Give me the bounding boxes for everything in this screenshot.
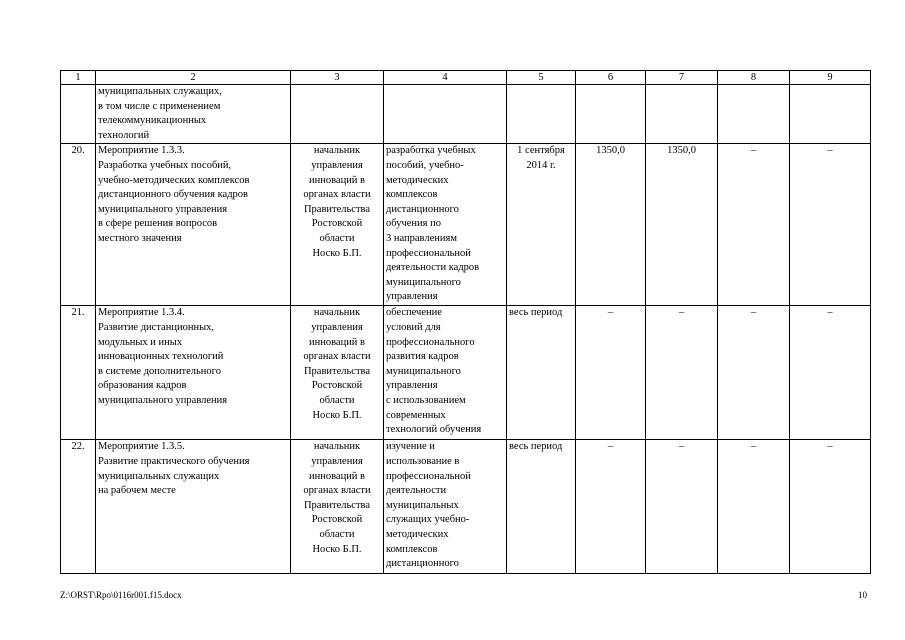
event-cell: Мероприятие 1.3.4. Развитие дистанционных, модульных и иных инновационных технологий в системе дополнительного образования кадров муниципального управления [96,306,291,440]
header-cell: 2 [96,71,291,85]
result-cell: изучение и использование в профессиональной деятельности муниципальных служащих учебно- методических комплексов дистанционного [384,440,507,574]
header-cell: 9 [790,71,871,85]
header-cell: 4 [384,71,507,85]
responsible-cell [291,85,384,144]
responsible-cell: начальник управления инноваций в органах власти Правительства Ростовской области Носко Б.П. [291,440,384,574]
header-cell: 3 [291,71,384,85]
header-cell: 7 [646,71,718,85]
value-cell: 1350,0 [576,144,646,306]
header-cell: 1 [61,71,96,85]
term-cell: весь период [507,306,576,440]
responsible-cell: начальник управления инноваций в органах власти Правительства Ростовской области Носко Б.П. [291,144,384,306]
value-cell: – [790,306,871,440]
continuation-row [61,85,871,144]
table-row [61,440,871,574]
row-number-cell: 20. [61,144,96,306]
term-cell: весь период [507,440,576,574]
term-cell: 1 сентября 2014 г. [507,144,576,306]
value-cell [646,85,718,144]
value-cell: – [790,440,871,574]
page-number: 10 [858,590,867,600]
result-cell: разработка учебных пособий, учебно- методических комплексов дистанционного обучения по 3 направлениям профессиональной деятельности кадров муниципального управления [384,144,507,306]
value-cell: – [646,440,718,574]
value-cell: 1350,0 [646,144,718,306]
row-number-cell: 21. [61,306,96,440]
row-number-cell [61,85,96,144]
header-cell: 8 [718,71,790,85]
result-cell [384,85,507,144]
value-cell: – [718,144,790,306]
result-cell: обеспечение условий для профессионального развития кадров муниципального управления с использованием современных технологий обучения [384,306,507,440]
value-cell: – [790,144,871,306]
header-cell: 6 [576,71,646,85]
term-cell [507,85,576,144]
event-cell: Мероприятие 1.3.5. Развитие практического обучения муниципальных служащих на рабочем месте [96,440,291,574]
value-cell: – [718,306,790,440]
table-row [61,306,871,440]
value-cell [576,85,646,144]
value-cell: – [576,306,646,440]
value-cell [790,85,871,144]
responsible-cell: начальник управления инноваций в органах власти Правительства Ростовской области Носко Б.П. [291,306,384,440]
header-row [61,71,871,85]
header-cell: 5 [507,71,576,85]
file-path: Z:\ORST\Rpo\0116r001.f15.docx [60,590,182,600]
row-number-cell: 22. [61,440,96,574]
event-cell: муниципальных служащих, в том числе с применением телекоммуникационных технологий [96,85,291,144]
value-cell: – [646,306,718,440]
value-cell [718,85,790,144]
plan-table [60,70,871,574]
event-cell: Мероприятие 1.3.3. Разработка учебных пособий, учебно-методических комплексов дистанционного обучения кадров муниципального управления в сфере решения вопросов местного значения [96,144,291,306]
value-cell: – [718,440,790,574]
value-cell: – [576,440,646,574]
table-row [61,144,871,306]
